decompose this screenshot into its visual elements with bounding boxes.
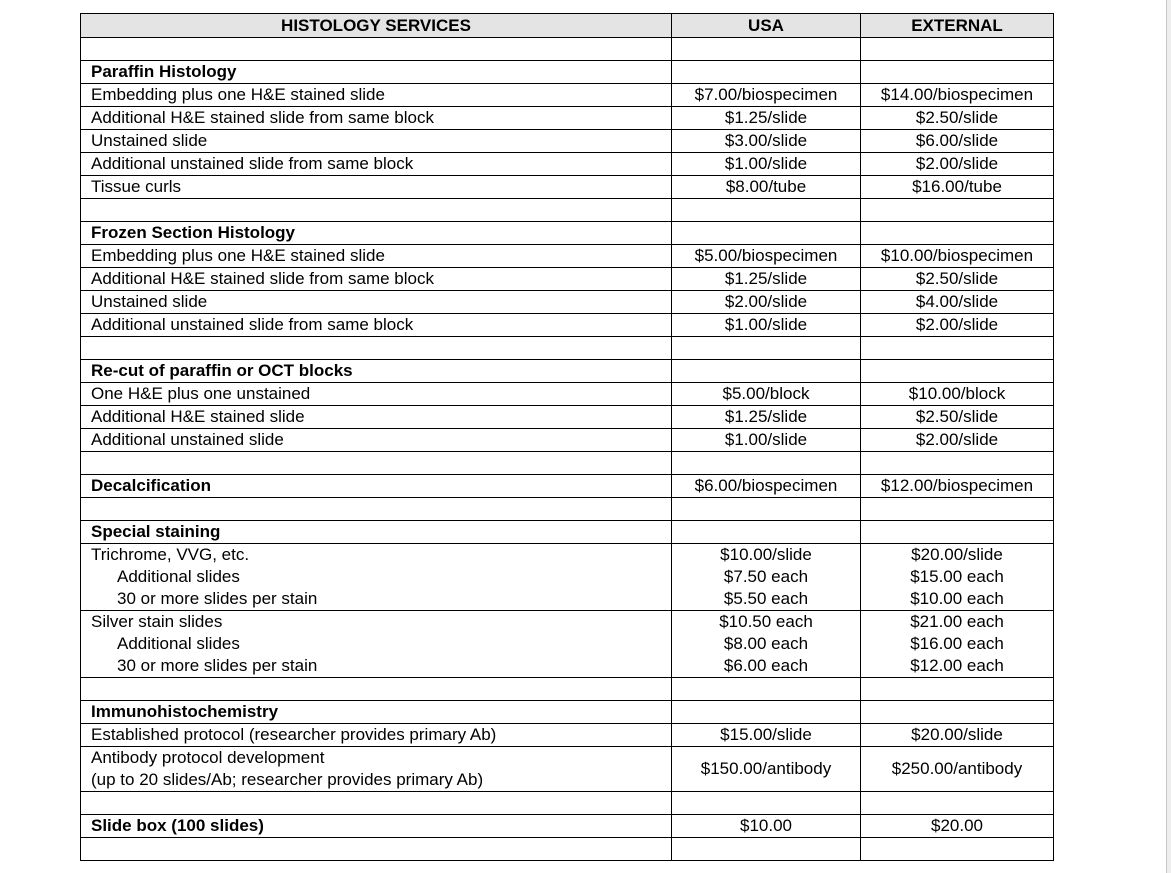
table-row bbox=[81, 314, 1054, 337]
service-label: Unstained slide bbox=[81, 130, 672, 153]
page-edge-scroll-rule bbox=[1166, 0, 1171, 873]
header-usa: USA bbox=[672, 14, 861, 38]
table-row-antibody-development bbox=[81, 747, 1054, 792]
header-services: HISTOLOGY SERVICES bbox=[81, 14, 672, 38]
external-price: $2.50/slide bbox=[861, 107, 1054, 130]
usa-price: $1.25/slide bbox=[672, 268, 861, 291]
service-label: Tissue curls bbox=[81, 176, 672, 199]
usa-price: $3.00/slide bbox=[672, 130, 861, 153]
usa-price: $2.00/slide bbox=[672, 291, 861, 314]
table-row bbox=[81, 245, 1054, 268]
external-price: $2.00/slide bbox=[861, 153, 1054, 176]
external-price: $2.50/slide bbox=[861, 268, 1054, 291]
table-header-row bbox=[81, 14, 1054, 38]
section-title: Re-cut of paraffin or OCT blocks bbox=[81, 360, 672, 383]
service-label: Additional unstained slide from same block bbox=[81, 153, 672, 176]
service-label: Decalcification bbox=[81, 475, 672, 498]
external-price: $12.00/biospecimen bbox=[861, 475, 1054, 498]
external-price: $2.50/slide bbox=[861, 406, 1054, 429]
table-row bbox=[81, 383, 1054, 406]
table-row bbox=[81, 153, 1054, 176]
usa-price-group bbox=[672, 611, 861, 678]
external-price: $20.00/slide bbox=[911, 545, 1003, 564]
spacer-row bbox=[81, 38, 1054, 61]
service-label: Slide box (100 slides) bbox=[81, 815, 672, 838]
external-price-group bbox=[861, 611, 1054, 678]
service-label: Additional H&E stained slide from same block bbox=[81, 268, 672, 291]
usa-price: $10.50 each bbox=[719, 612, 813, 631]
usa-price-group bbox=[672, 544, 861, 611]
service-label: Additional H&E stained slide from same block bbox=[81, 107, 672, 130]
service-label-group bbox=[81, 747, 672, 792]
service-label: Additional H&E stained slide bbox=[81, 406, 672, 429]
external-price: $16.00 each bbox=[910, 634, 1004, 653]
table-row bbox=[81, 130, 1054, 153]
spacer-row bbox=[81, 792, 1054, 815]
external-price: $2.00/slide bbox=[861, 314, 1054, 337]
section-header-ihc bbox=[81, 701, 1054, 724]
usa-price: $1.25/slide bbox=[672, 107, 861, 130]
section-header-special bbox=[81, 521, 1054, 544]
usa-price: $10.00 bbox=[672, 815, 861, 838]
usa-price: $1.00/slide bbox=[672, 429, 861, 452]
external-price: $21.00 each bbox=[910, 612, 1004, 631]
spacer-row bbox=[81, 838, 1054, 861]
usa-price: $7.00/biospecimen bbox=[672, 84, 861, 107]
table-row-trichrome bbox=[81, 544, 1054, 611]
external-price: $10.00 each bbox=[910, 589, 1004, 608]
table-row-slide-box bbox=[81, 815, 1054, 838]
table-row bbox=[81, 291, 1054, 314]
table-row bbox=[81, 268, 1054, 291]
usa-price: $1.25/slide bbox=[672, 406, 861, 429]
external-price: $10.00/block bbox=[861, 383, 1054, 406]
section-title: Frozen Section Histology bbox=[81, 222, 672, 245]
external-price: $250.00/antibody bbox=[861, 747, 1054, 792]
spacer-row bbox=[81, 452, 1054, 475]
section-header-paraffin bbox=[81, 61, 1054, 84]
service-label: Additional unstained slide bbox=[81, 429, 672, 452]
external-price-group bbox=[861, 544, 1054, 611]
table-row-decalcification bbox=[81, 475, 1054, 498]
external-price: $12.00 each bbox=[910, 656, 1004, 675]
table-row bbox=[81, 84, 1054, 107]
external-price: $4.00/slide bbox=[861, 291, 1054, 314]
external-price: $20.00/slide bbox=[861, 724, 1054, 747]
table-row bbox=[81, 176, 1054, 199]
usa-price: $5.00/biospecimen bbox=[672, 245, 861, 268]
header-external: EXTERNAL bbox=[861, 14, 1054, 38]
table-row bbox=[81, 429, 1054, 452]
spacer-row bbox=[81, 199, 1054, 222]
usa-price: $1.00/slide bbox=[672, 314, 861, 337]
section-title: Special staining bbox=[81, 521, 672, 544]
table-row bbox=[81, 724, 1054, 747]
service-sublabel: 30 or more slides per stain bbox=[117, 589, 318, 608]
external-price: $10.00/biospecimen bbox=[861, 245, 1054, 268]
service-label: Antibody protocol development bbox=[91, 748, 325, 767]
service-sublabel: 30 or more slides per stain bbox=[117, 656, 318, 675]
usa-price: $5.00/block bbox=[672, 383, 861, 406]
external-price: $16.00/tube bbox=[861, 176, 1054, 199]
service-sublabel: Additional slides bbox=[117, 567, 240, 586]
service-label: One H&E plus one unstained bbox=[81, 383, 672, 406]
service-label: (up to 20 slides/Ab; researcher provides primary Ab) bbox=[91, 770, 484, 789]
external-price: $15.00 each bbox=[910, 567, 1004, 586]
histology-price-table bbox=[80, 13, 1054, 861]
spacer-row bbox=[81, 678, 1054, 701]
section-header-frozen bbox=[81, 222, 1054, 245]
table-row bbox=[81, 406, 1054, 429]
service-label: Additional unstained slide from same block bbox=[81, 314, 672, 337]
spacer-row bbox=[81, 498, 1054, 521]
service-sublabel: Additional slides bbox=[117, 634, 240, 653]
usa-price: $8.00/tube bbox=[672, 176, 861, 199]
service-label: Trichrome, VVG, etc. bbox=[91, 545, 250, 564]
external-price: $6.00/slide bbox=[861, 130, 1054, 153]
service-label: Embedding plus one H&E stained slide bbox=[81, 84, 672, 107]
external-price: $20.00 bbox=[861, 815, 1054, 838]
usa-price: $6.00/biospecimen bbox=[672, 475, 861, 498]
service-label: Unstained slide bbox=[81, 291, 672, 314]
external-price: $2.00/slide bbox=[861, 429, 1054, 452]
usa-price: $8.00 each bbox=[723, 634, 809, 653]
service-label: Established protocol (researcher provides primary Ab) bbox=[81, 724, 672, 747]
usa-price: $150.00/antibody bbox=[672, 747, 861, 792]
usa-price: $5.50 each bbox=[723, 589, 809, 608]
usa-price: $1.00/slide bbox=[672, 153, 861, 176]
service-label: Silver stain slides bbox=[91, 612, 223, 631]
section-title: Paraffin Histology bbox=[81, 61, 672, 84]
service-label: Embedding plus one H&E stained slide bbox=[81, 245, 672, 268]
usa-price: $10.00/slide bbox=[720, 545, 812, 564]
usa-price: $15.00/slide bbox=[672, 724, 861, 747]
section-title: Immunohistochemistry bbox=[81, 701, 672, 724]
usa-price: $7.50 each bbox=[723, 567, 809, 586]
service-label-group bbox=[81, 611, 672, 678]
external-price: $14.00/biospecimen bbox=[861, 84, 1054, 107]
spacer-row bbox=[81, 337, 1054, 360]
section-header-recut bbox=[81, 360, 1054, 383]
usa-price: $6.00 each bbox=[723, 656, 809, 675]
table-row-silver bbox=[81, 611, 1054, 678]
table-row bbox=[81, 107, 1054, 130]
service-label-group bbox=[81, 544, 672, 611]
